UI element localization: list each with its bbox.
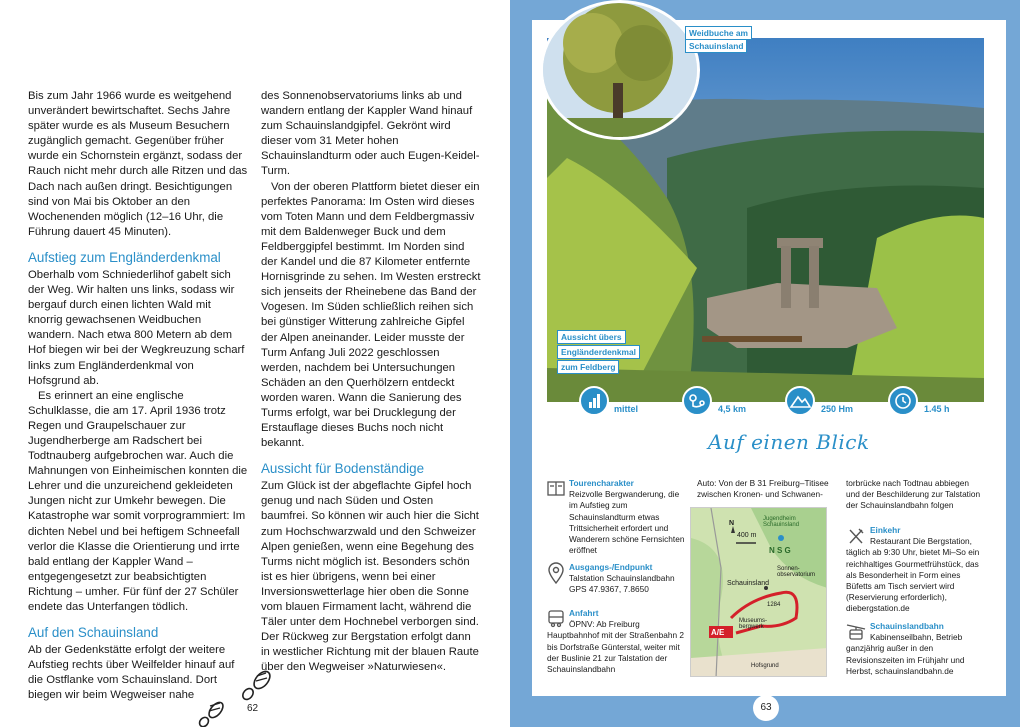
footprints-icon bbox=[190, 660, 290, 727]
map-scale-label: 400 m bbox=[737, 532, 757, 539]
info-title: Schauinslandbahn bbox=[870, 621, 944, 631]
paragraph: Ab der Gedenkstätte erfolgt der weitere Aufstieg rechts über Weilfelder hinauf auf die Ostflanke vom Schauinsland. Dort biegen wir beim Wegweiser nahe bbox=[28, 644, 235, 702]
difficulty-icon bbox=[579, 386, 609, 416]
paragraph: Es erinnert an eine englische Schulklasse, die am 17. April 1936 trotz Regen und Graupelschauer zur Jugendherberge am Radschert bei Todtnauberg aufgebrochen war. Auch die Mahnungen von Einheimischen konnten die Lehrer und die unzureichend gekleideten Jungen nicht zur Umkehr bewegen. Die Katastrophe war somit vorprogrammiert: Im dichten Nebel und bei heftigem Schneefall verlor die Klasse die Orientierung und irrte bald entlang der Kappler Wand – entgegengesetzt zur beabsichtigten Richtung – umher. Für fünf der 27 Schüler endete das Unterfangen tödlich. bbox=[28, 389, 248, 613]
location-pin-icon bbox=[546, 561, 566, 585]
cable-car-info bbox=[846, 621, 986, 677]
info-title: Anfahrt bbox=[569, 608, 599, 618]
info-title: Ausgangs-/Endpunkt bbox=[569, 562, 653, 572]
photo-caption-tag: Weidbuche am bbox=[685, 26, 752, 40]
photo-caption-tag: Schauinsland bbox=[685, 39, 747, 53]
map-label: Sonnen-observatorium bbox=[777, 566, 816, 578]
info-text: ÖPNV: Ab Freiburg Hauptbahnhof mit der Straßenbahn 2 bis Dorfstraße Günterstal, weiter mit der Buslinie 21 zur Talstation der Schauinslandbahn bbox=[547, 619, 684, 675]
section-heading: Aufstieg zum Engländerdenkmal bbox=[28, 249, 221, 265]
photo-caption-tag: zum Feldberg bbox=[557, 360, 619, 374]
beech-tree-photo bbox=[540, 0, 700, 140]
photo-caption-tag: Engländerdenkmal bbox=[557, 345, 640, 359]
distance-value: 4,5 km bbox=[718, 404, 747, 414]
duration-value: 1.45 h bbox=[924, 404, 950, 414]
arrival-info bbox=[547, 608, 687, 675]
info-text: Restaurant Die Bergstation, täglich ab 9:30 Uhr, bietet Mi–So ein reichhaltiges Gourmetfrühstück, das als Besonderheit in Form eines Büfetts am Tisch serviert wird (Reservierung erforderlich), diebergstation.de bbox=[846, 536, 980, 614]
map-start-marker: A/E bbox=[711, 628, 725, 637]
section-heading: Auf den Schauinsland bbox=[28, 625, 159, 641]
page-number: 63 bbox=[753, 695, 779, 721]
map-label: Schauinsland bbox=[727, 580, 770, 587]
info-title: Einkehr bbox=[870, 525, 901, 535]
map-label: 1284 bbox=[767, 602, 781, 608]
info-title: Tourencharakter bbox=[569, 478, 634, 488]
map-label: N S G bbox=[769, 546, 791, 555]
paragraph: Von der oberen Plattform bietet dieser ein perfektes Panorama: Im Osten wird dieses vom Toten Mann und dem Feldbergmassiv mit dem Baldenweger Buck und dem Feldberggipfel bestimmt. Im Norden sind der Kandel und die 87 Kilometer entfernte Hornisgrinde zu sehen. Im Westen erstreckt sich jenseits der Rheinebene das Band der Vogesen. Im Süden schließlich reihen sich bei günstiger Witterung zahlreiche Gipfel der Alpen aneinander. Leider musste der Turm Anfang Juli 2022 geschlossen werden, nachdem bei Untersuchungen Schäden an den Querhölzern entdeckt worden waren. Wann die Sanierung des Turms erfolgt, war bei Drucklegung der Erstauflage dieses Buchs noch nicht bekannt. bbox=[261, 180, 481, 450]
paragraph: Zum Glück ist der abgeflachte Gipfel hoch genug und nach Süden und Osten baumfrei. So können wir auch hier die Sicht zum Hochschwarzwald und den Schweizer Alpen genießen, wenn eine Begehung des Turms nicht möglich ist. Besonders schön ist es hier übrigens, wenn bei einer Inversionswetterlage hier oben die Sonne vom blauen Firmament lacht, während die Täler unter dem Hochnebel verborgen sind. Der Rückweg zur Bergstation erfolgt dann in westlicher Richtung mit der blauen Raute über den Wegweiser »Naturwiesen«. bbox=[261, 480, 479, 674]
elevation-value: 250 Hm bbox=[821, 404, 854, 414]
tour-character bbox=[569, 478, 689, 556]
info-text: Kabinenseilbahn, Betrieb ganzjährig außer in den Revisionszeiten im Frühjahr und Herbst, schauinslandbahn.de bbox=[846, 632, 965, 676]
map-north-label: N bbox=[729, 520, 735, 527]
info-text: Talstation Schauinslandbahn GPS 47.9367, 7.8650 bbox=[569, 573, 675, 595]
text-column-1 bbox=[28, 89, 248, 703]
food-info bbox=[846, 525, 986, 615]
elevation-icon bbox=[785, 386, 815, 416]
difficulty-value: mittel bbox=[614, 404, 639, 414]
section-heading: Aussicht für Bodenständige bbox=[261, 461, 425, 477]
map-label: Hofsgrund bbox=[751, 663, 779, 669]
distance-icon bbox=[682, 386, 712, 416]
route-map bbox=[690, 507, 827, 677]
car-directions: Auto: Von der B 31 Freiburg–Titisee zwischen Kronen- und Schwanen- bbox=[697, 478, 829, 500]
paragraph: des Sonnenobservatoriums links ab und wandern entlang der Kappler Wand hinauf zum Schauinslandgipfel. Gekrönt wird dieser vom 31 Meter hohen Schauinslandturm oder auch Eugen-Keidel-Turm. bbox=[261, 90, 480, 178]
text-column-2 bbox=[261, 89, 481, 675]
paragraph: Bis zum Jahr 1966 wurde es weitgehend unverändert bewirtschaftet. Sechs Jahre später wurde es als Museum Besuchern zugänglich gemacht. Gegenüber früher wurde ein Schornstein ergänzt, sodass der Rauch nicht mehr durch alle Ritzen und das Dach nach außen dringt. Besichtigungen sind von Mai bis Oktober an den Wochenenden möglich (12–16 Uhr, die Führung dauert 45 Minuten). bbox=[28, 90, 248, 238]
page-number: 62 bbox=[247, 703, 259, 714]
start-end-point bbox=[569, 562, 689, 596]
overview-heading: Auf einen Blick bbox=[708, 430, 870, 454]
map-label: Museums-bergwerk bbox=[739, 618, 768, 630]
paragraph: Oberhalb vom Schniederlihof gabelt sich der Weg. Wir halten uns links, sodass wir bergauf durch einen lichten Wald mit knorrig gewachsenen Weidbuchen wandern. Nach etwa 800 Metern ab dem Hof biegen wir bei der Wegkreuzung scharf links zum Engländerdenkmal von Hofsgrund ab. bbox=[28, 268, 245, 387]
map-label: Jugendheim Schauinsland bbox=[763, 516, 800, 528]
car-directions-continued: torbrücke nach Todtnau abbiegen und der Beschilderung zur Talstation der Schauinslandbahn folgen bbox=[846, 478, 981, 511]
photo-caption-tag: Aussicht übers bbox=[557, 330, 626, 344]
info-text: Reizvolle Bergwanderung, die im Aufstieg zum Schauinslandturm etwas Trittsicherheit erfordert und Wanderern schöne Fernsichten eröffnet bbox=[569, 489, 685, 556]
duration-icon bbox=[888, 386, 918, 416]
